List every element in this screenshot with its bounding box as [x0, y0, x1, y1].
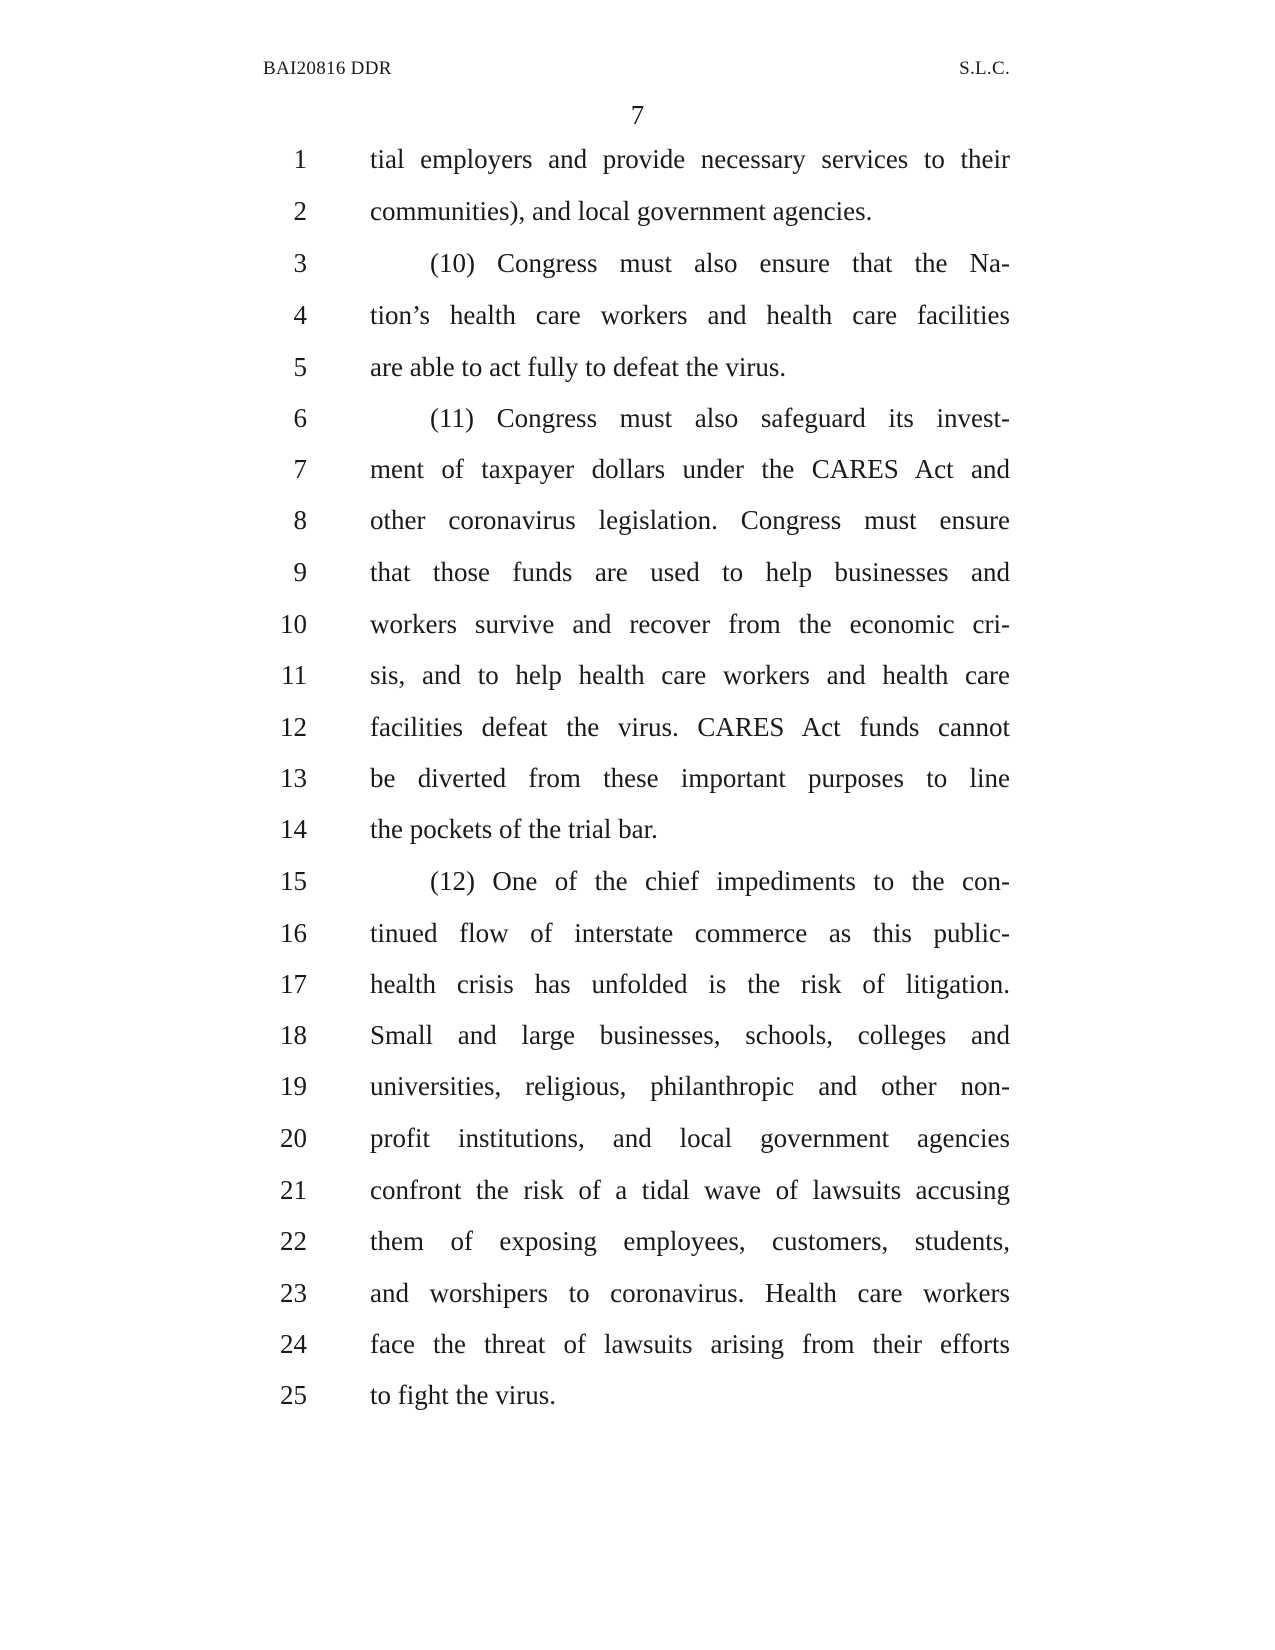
- document-header-id: BAI20816 DDR: [263, 58, 392, 79]
- text-line: [250, 597, 1010, 651]
- text-line: [250, 493, 1010, 547]
- line-text: (11) Congress must also safeguard its invest-: [430, 403, 1010, 433]
- line-number: 20: [280, 1123, 307, 1153]
- line-text: and worshipers to coronavirus. Health care workers: [370, 1278, 1010, 1308]
- text-line: [250, 340, 1010, 394]
- line-text: health crisis has unfolded is the risk of litigation.: [370, 969, 1010, 999]
- text-line: [250, 751, 1010, 805]
- line-text: them of exposing employees, customers, students,: [370, 1226, 1010, 1256]
- line-text: that those funds are used to help businesses and: [370, 557, 1010, 587]
- line-text: the pockets of the trial bar.: [370, 814, 658, 844]
- line-number: 12: [280, 712, 307, 742]
- line-text: are able to act fully to defeat the virus.: [370, 352, 787, 382]
- line-text: confront the risk of a tidal wave of lawsuits accusing: [370, 1175, 1010, 1205]
- text-line: [250, 1368, 1010, 1422]
- line-number: 14: [280, 814, 307, 844]
- line-text: (10) Congress must also ensure that the Na-: [430, 248, 1010, 278]
- text-line: [250, 1111, 1010, 1165]
- line-number: 23: [280, 1278, 307, 1308]
- line-number: 25: [280, 1380, 307, 1410]
- line-number: 6: [293, 403, 307, 433]
- line-number: 18: [280, 1020, 307, 1050]
- line-text: (12) One of the chief impediments to the con-: [430, 866, 1010, 896]
- text-line: [250, 1214, 1010, 1268]
- text-line: [250, 1317, 1010, 1371]
- line-number: 17: [280, 969, 307, 999]
- text-line: [250, 1163, 1010, 1217]
- line-number: 13: [280, 763, 307, 793]
- line-text: be diverted from these important purposes to line: [370, 763, 1010, 793]
- text-line: [250, 1059, 1010, 1113]
- line-number: 5: [293, 352, 307, 382]
- line-number: 19: [280, 1071, 307, 1101]
- text-line: [250, 132, 1010, 186]
- line-number: 16: [280, 918, 307, 948]
- text-line: [250, 648, 1010, 702]
- text-line: [250, 906, 1010, 960]
- line-number: 2: [293, 196, 307, 226]
- text-line: [250, 391, 1010, 445]
- line-text: workers survive and recover from the economic cri-: [370, 609, 1010, 639]
- line-text: sis, and to help health care workers and health care: [370, 660, 1010, 690]
- text-line: [250, 288, 1010, 342]
- text-line: [250, 854, 1010, 908]
- text-line: [250, 802, 1010, 856]
- line-number: 7: [293, 454, 307, 484]
- line-text: Small and large businesses, schools, colleges and: [370, 1020, 1010, 1050]
- line-number: 4: [293, 300, 307, 330]
- document-header-office: S.L.C.: [959, 58, 1010, 79]
- line-number: 11: [281, 660, 307, 690]
- line-number: 22: [280, 1226, 307, 1256]
- line-text: face the threat of lawsuits arising from their efforts: [370, 1329, 1010, 1359]
- line-text: tial employers and provide necessary services to their: [370, 144, 1010, 174]
- line-text: to fight the virus.: [370, 1380, 556, 1410]
- text-line: [250, 957, 1010, 1011]
- line-number: 9: [293, 557, 307, 587]
- line-text: other coronavirus legislation. Congress must ensure: [370, 505, 1010, 535]
- line-number: 8: [293, 505, 307, 535]
- text-line: [250, 700, 1010, 754]
- line-text: tinued flow of interstate commerce as this public-: [370, 918, 1010, 948]
- text-line: [250, 545, 1010, 599]
- line-text: facilities defeat the virus. CARES Act funds cannot: [370, 712, 1010, 742]
- text-line: [250, 236, 1010, 290]
- line-text: ment of taxpayer dollars under the CARES Act and: [370, 454, 1010, 484]
- line-number: 3: [293, 248, 307, 278]
- line-text: communities), and local government agencies.: [370, 196, 873, 226]
- line-text: profit institutions, and local government agencies: [370, 1123, 1010, 1153]
- line-text: tion’s health care workers and health care facilities: [370, 300, 1010, 330]
- line-number: 10: [280, 609, 307, 639]
- text-line: [250, 1266, 1010, 1320]
- text-line: [250, 184, 1010, 238]
- text-line: [250, 442, 1010, 496]
- line-number: 15: [280, 866, 307, 896]
- text-line: [250, 1008, 1010, 1062]
- line-number: 1: [293, 144, 307, 174]
- page-number: 7: [630, 100, 645, 130]
- line-text: universities, religious, philanthropic and other non-: [370, 1071, 1010, 1101]
- line-number: 24: [280, 1329, 307, 1359]
- line-number: 21: [280, 1175, 307, 1205]
